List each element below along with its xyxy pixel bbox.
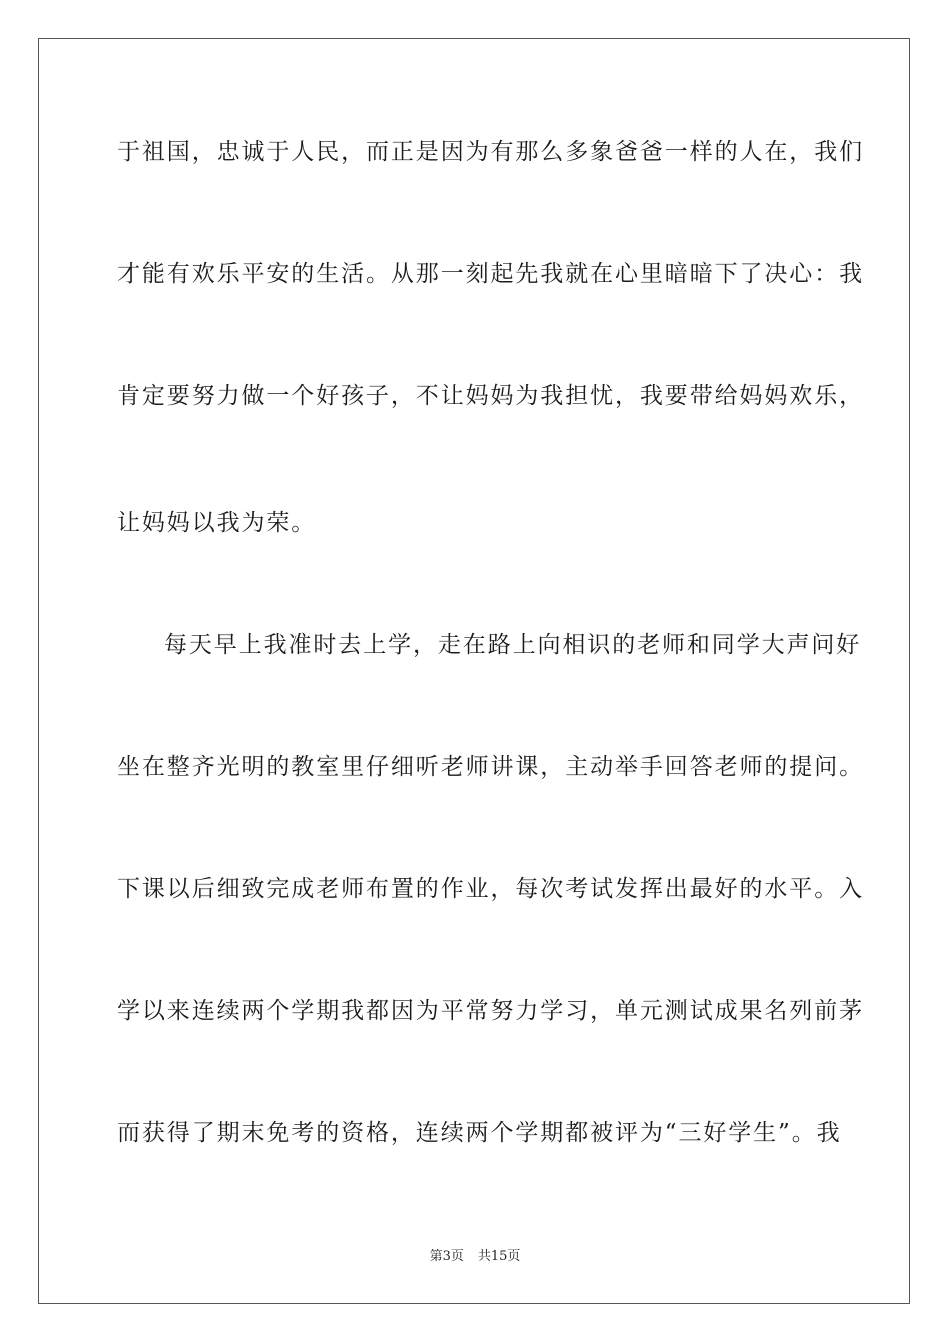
page-footer: [0, 1249, 950, 1265]
paragraph-line: 学以来连续两个学期我都因为平常努力学习，单元测试成果名列前茅: [117, 998, 864, 1024]
page-border: [38, 38, 910, 1304]
paragraph-line: 肯定要努力做一个好孩子，不让妈妈为我担忧，我要带给妈妈欢乐，: [117, 383, 864, 409]
paragraph-line-indented: 每天早上我准时去上学，走在路上向相识的老师和同学大声问好: [164, 632, 862, 658]
total-pages: 共15页: [477, 1249, 521, 1264]
paragraph-line: 让妈妈以我为荣。: [117, 510, 317, 536]
page-number: 第3页: [429, 1249, 464, 1264]
paragraph-line: 而获得了期末免考的资格，连续两个学期都被评为“三好学生”。我: [117, 1120, 842, 1146]
paragraph-line: 于祖国，忠诚于人民，而正是因为有那么多象爸爸一样的人在，我们: [117, 139, 864, 165]
paragraph-line: 才能有欢乐平安的生活。从那一刻起先我就在心里暗暗下了决心：我: [117, 261, 864, 287]
paragraph-line: 坐在整齐光明的教室里仔细听老师讲课，主动举手回答老师的提问。: [117, 754, 864, 780]
paragraph-line: 下课以后细致完成老师布置的作业，每次考试发挥出最好的水平。入: [117, 876, 864, 902]
